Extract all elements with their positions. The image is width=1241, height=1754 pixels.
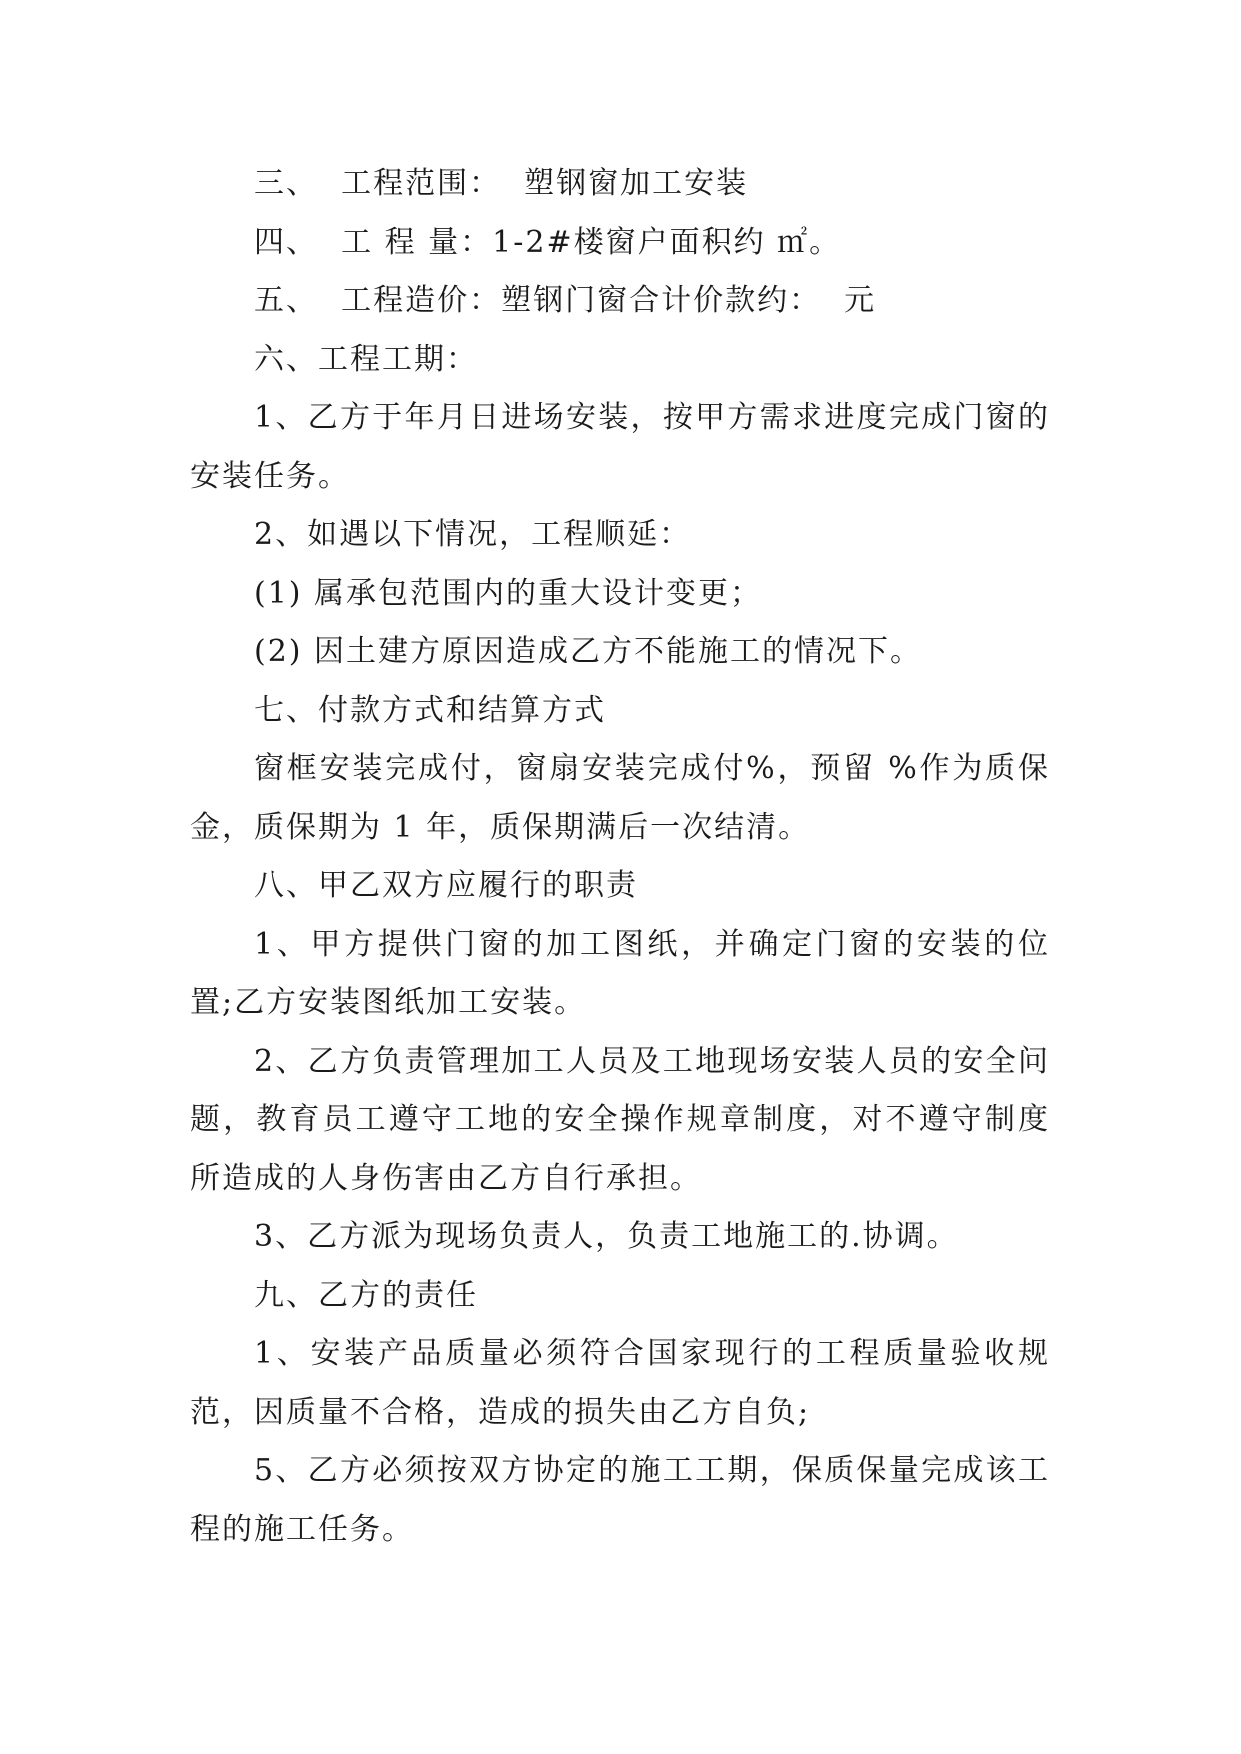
section-payment-heading: 七、付款方式和结算方式 <box>254 692 606 728</box>
schedule-item-1: 1、乙方于年月日进场安装，按甲方需求进度完成门窗的安装任务。 <box>190 400 1050 494</box>
section-responsibility-heading: 九、乙方的责任 <box>254 1277 478 1313</box>
section-schedule-heading: 六、工程工期： <box>254 341 478 377</box>
responsibility-item-1: 1、安装产品质量必须符合国家现行的工程质量验收规范，因质量不合格，造成的损失由乙方自负; <box>190 1336 1050 1430</box>
section-duties-heading: 八、甲乙双方应履行的职责 <box>254 868 638 903</box>
schedule-subitem-1: (1) 属承包范围内的重大设计变更； <box>254 575 763 611</box>
document-body <box>190 155 1050 1559</box>
payment-terms: 窗框安装完成付，窗扇安装完成付%，预留 %作为质保金，质保期为 1 年，质保期满后一次结清。 <box>190 751 1050 845</box>
duties-item-1: 1、甲方提供门窗的加工图纸，并确定门窗的安装的位置;乙方安装图纸加工安装。 <box>190 926 1050 1020</box>
responsibility-item-5: 5、乙方必须按双方协定的施工工期，保质保量完成该工程的施工任务。 <box>190 1453 1050 1547</box>
duties-item-2: 2、乙方负责管理加工人员及工地现场安装人员的安全问题，教育员工遵守工地的安全操作规章制度，对不遵守制度所造成的人身伤害由乙方自行承担。 <box>190 1043 1050 1196</box>
schedule-item-2: 2、如遇以下情况，工程顺延： <box>254 517 692 552</box>
section-scope: 三、 工程范围： 塑钢窗加工安装 <box>254 166 749 201</box>
section-quantity: 四、 工 程 量：1-2#楼窗户面积约 ㎡。 <box>254 224 842 260</box>
section-cost: 五、 工程造价：塑钢门窗合计价款约： 元 <box>254 283 877 318</box>
duties-item-3: 3、乙方派为现场负责人，负责工地施工的.协调。 <box>254 1219 959 1254</box>
schedule-subitem-2: (2) 因土建方原因造成乙方不能施工的情况下。 <box>254 634 923 669</box>
